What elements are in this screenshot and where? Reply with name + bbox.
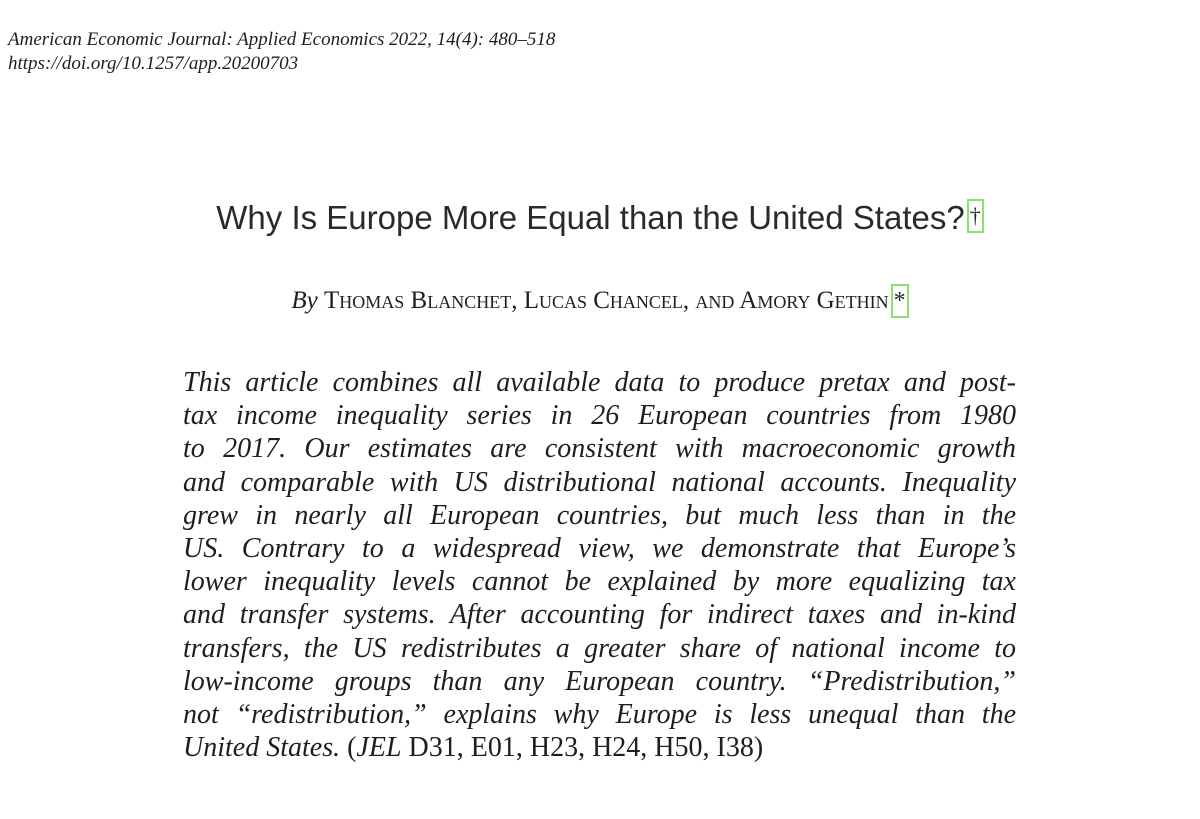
author-names: Thomas Blanchet, Lucas Chancel, and Amory Gethin (324, 287, 889, 314)
author-by-label: By (291, 287, 318, 314)
title-footnote-link[interactable]: † (967, 199, 984, 233)
abstract-line: lower inequality levels cannot be explained by more equalizing tax (183, 566, 1016, 598)
jel-open: ( (340, 732, 357, 764)
jel-codes (340, 732, 763, 763)
abstract-line: transfers, the US redistributes a greater share of national income to (183, 632, 1016, 664)
abstract-line: not “redistribution,” explains why Europe is less unequal than the (183, 699, 1016, 731)
abstract-line: This article combines all available data to produce pretax and post- (183, 367, 1016, 398)
abstract-last-line-text: United States. (183, 732, 341, 764)
abstract-last-line (183, 731, 1016, 764)
abstract-line: and transfer systems. After accounting for indirect taxes and in-kind (183, 599, 1016, 631)
author-footnote-link[interactable]: * (891, 284, 909, 318)
abstract-line: and comparable with US distributional national accounts. Inequality (183, 466, 1016, 498)
abstract-line: to 2017. Our estimates are consistent with macroeconomic growth (183, 433, 1016, 465)
doi-link[interactable]: https://doi.org/10.1257/app.20200703 (8, 53, 299, 74)
article-title (0, 196, 1200, 240)
article-title-text: Why Is Europe More Equal than the United States? (216, 199, 965, 236)
author-line (0, 284, 1200, 318)
jel-code-list: D31, E01, H23, H24, H50, I38) (401, 732, 764, 764)
jel-label: JEL (356, 732, 402, 764)
abstract (183, 366, 1016, 764)
journal-citation: American Economic Journal: Applied Economics 2022, 14(4): 480–518 (8, 29, 556, 50)
journal-header (8, 28, 555, 76)
abstract-line: low-income groups than any European country. “Predistribution,” (183, 665, 1016, 697)
abstract-line: tax income inequality series in 26 European countries from 1980 (183, 400, 1016, 432)
abstract-line: US. Contrary to a widespread view, we demonstrate that Europe’s (183, 533, 1016, 565)
abstract-line: grew in nearly all European countries, but much less than in the (183, 499, 1016, 531)
